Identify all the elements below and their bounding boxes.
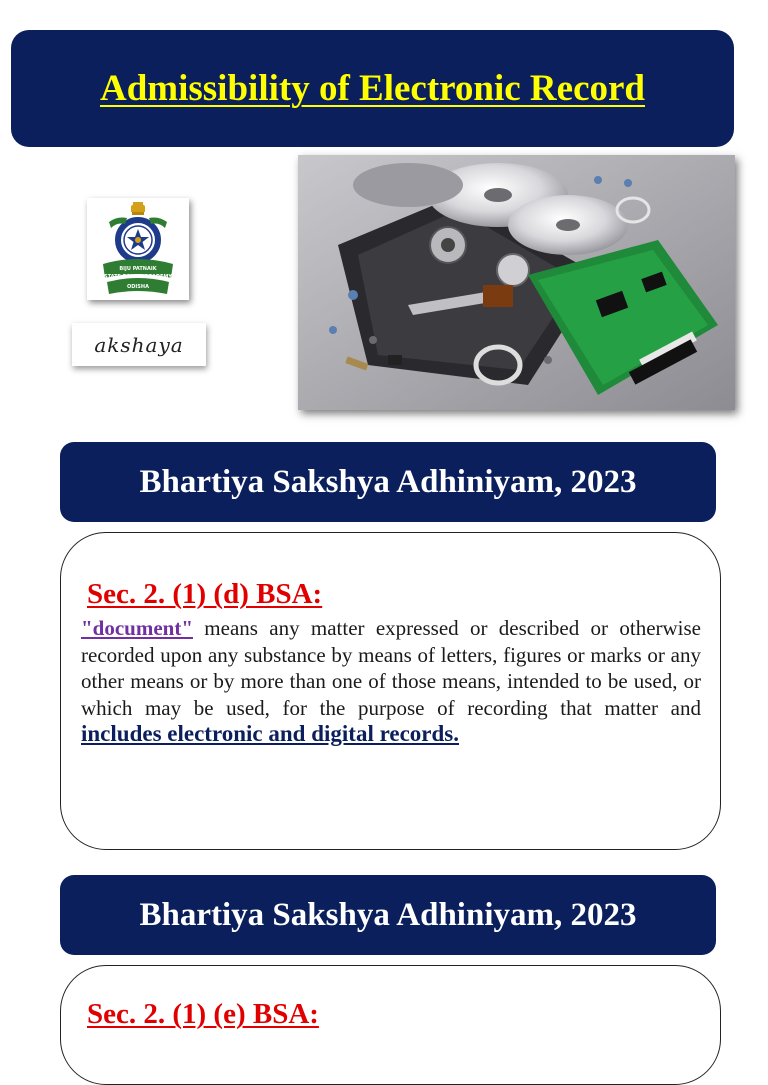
signature: akshaya	[94, 332, 184, 357]
section-2-header-text: Bhartiya Sakshya Adhiniyam, 2023	[139, 896, 637, 933]
section-2-title: Sec. 2. (1) (e) BSA:	[87, 998, 319, 1030]
defined-term: "document"	[81, 616, 193, 640]
section-2-header	[60, 875, 716, 955]
page-title: Admissibility of Electronic Record	[99, 68, 645, 109]
section-1-header-text: Bhartiya Sakshya Adhiniyam, 2023	[139, 463, 637, 500]
title-banner	[11, 30, 734, 147]
section-1-body	[81, 615, 701, 748]
hard-drive-photo	[298, 155, 735, 410]
logo-line-1: BIJU PATNAIK	[119, 266, 157, 272]
section-1-title: Sec. 2. (1) (d) BSA:	[87, 578, 323, 610]
section-2-content	[60, 965, 721, 1085]
signature-card	[72, 323, 206, 366]
section-1-header	[60, 442, 716, 522]
section-1-content	[60, 532, 721, 850]
academy-logo	[87, 198, 189, 300]
definition-text: means any matter expressed or described or otherwise recorded upon any substance by means of letters, figures or marks or any other means or by more than one of those means, intended to be used, or which may be used, for the purpose of recording that matter and	[81, 616, 701, 720]
hard-drive-image-icon	[298, 155, 735, 410]
logo-line-3: ODISHA	[127, 284, 149, 290]
emphasis-text: includes electronic and digital records.	[81, 721, 459, 746]
logo-line-2: STATE POLICE ACADEMY	[103, 274, 173, 280]
